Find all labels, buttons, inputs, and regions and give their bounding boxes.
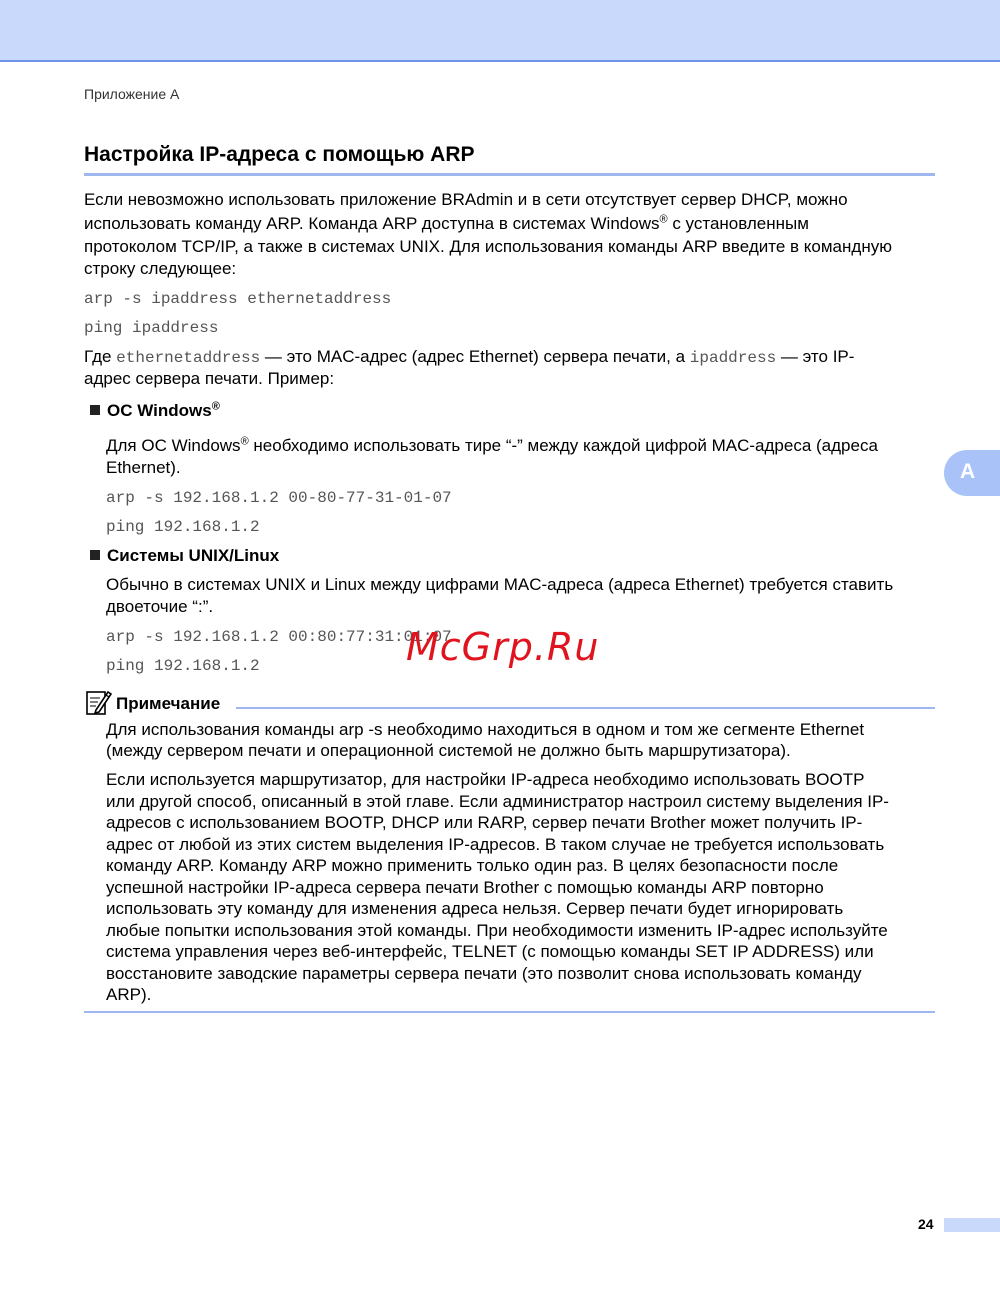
appendix-side-tab: A bbox=[944, 450, 1000, 496]
note-p2-line: восстановите заводские параметры сервера печати (это позволит снова использовать команду bbox=[106, 963, 862, 983]
note-p1-line-2: (между сервером печати и операционной системой не должно быть маршрутизатора). bbox=[106, 741, 791, 760]
note-p2-line: использовать эту команду для изменения адреса нельзя. Сервер печати будет игнорировать bbox=[106, 899, 844, 918]
note-label: Примечание bbox=[116, 694, 221, 713]
note-p2-line: адрес от любой из этих систем выделения IP-адресов. В таком случае не требуется использовать bbox=[106, 834, 885, 854]
unix-heading: Системы UNIX/Linux bbox=[90, 545, 279, 567]
intro-line-3: протоколом TCP/IP, а также в системах UNIX. Для использования команды ARP введите в командную bbox=[84, 237, 892, 256]
code-arp-windows: arp -s 192.168.1.2 00-80-77-31-01-07 bbox=[106, 489, 452, 507]
code-ping-windows: ping 192.168.1.2 bbox=[106, 518, 260, 536]
intro-line-4: строку следующее: bbox=[84, 259, 237, 278]
section-title: Настройка IP-адреса с помощью ARP bbox=[84, 143, 475, 166]
where-line-1: Где ethernetaddress — это MAC-адрес (адрес Ethernet) сервера печати, а ipaddress — это IP- bbox=[84, 347, 855, 367]
bullet-square-icon bbox=[90, 405, 100, 415]
note-p2-line: адресов с использованием BOOTP, DHCP или RARP, сервер печати Brother может получить IP- bbox=[106, 813, 863, 832]
bullet-square-icon bbox=[90, 550, 100, 560]
code-ping-generic: ping ipaddress bbox=[84, 319, 219, 337]
unix-desc-line-1: Обычно в системах UNIX и Linux между цифрами MAC-адреса (адреса Ethernet) требуется ставить bbox=[106, 575, 894, 594]
note-p2-line: система управления через веб-интерфейс, TELNET (с помощью команды SET IP ADDRESS) или bbox=[106, 942, 874, 961]
windows-desc-line-2: Ethernet). bbox=[106, 458, 181, 477]
code-arp-unix: arp -s 192.168.1.2 00:80:77:31:01:07 bbox=[106, 628, 452, 646]
windows-heading: ОС Windows® bbox=[90, 400, 220, 422]
note-bottom-divider bbox=[84, 1011, 935, 1013]
note-p2-line: любые попытки использования этой команды. При необходимости изменить IP-адрес используйте bbox=[106, 920, 888, 940]
registered-mark: ® bbox=[659, 213, 668, 226]
code-ping-unix: ping 192.168.1.2 bbox=[106, 657, 260, 675]
unix-desc-line-2: двоеточие “:”. bbox=[106, 597, 214, 616]
note-divider bbox=[236, 707, 935, 709]
note-p2-line: успешной настройки IP-адреса сервера печати Brother с помощью команды ARP повторно bbox=[106, 877, 824, 897]
code-arp-generic: arp -s ipaddress ethernetaddress bbox=[84, 290, 392, 308]
note-pencil-icon bbox=[84, 688, 112, 716]
note-p2-line: или другой способ, описанный в этой главе. Если администратор настроил систему выделения IP- bbox=[106, 791, 889, 811]
note-p2-line: ARP). bbox=[106, 985, 152, 1004]
page-number: 24 bbox=[918, 1216, 934, 1232]
breadcrumb: Приложение А bbox=[84, 86, 180, 102]
where-line-2: адрес сервера печати. Пример: bbox=[84, 369, 335, 388]
watermark: McGrp.Ru bbox=[406, 625, 600, 669]
note-p2-line: Если используется маршрутизатор, для настройки IP-адреса необходимо использовать BOOTP bbox=[106, 770, 865, 789]
intro-line-1: Если невозможно использовать приложение BRAdmin и в сети отсутствует сервер DHCP, можно bbox=[84, 190, 848, 209]
header-band bbox=[0, 0, 1000, 62]
windows-desc-line-1: Для ОС Windows® необходимо использовать тире “-” между каждой цифрой MAC-адреса (адреса bbox=[106, 435, 878, 455]
title-divider bbox=[84, 173, 935, 176]
note-p1-line-1: Для использования команды arp -s необходимо находиться в одном и том же сегменте Ethernet bbox=[106, 720, 865, 739]
intro-line-2: использовать команду ARP. Команда ARP доступна в системах Windows® с установленным bbox=[84, 213, 809, 233]
page-number-tab bbox=[944, 1218, 1000, 1232]
note-p2-line: команду ARP. Команду ARP можно применить только один раз. В целях безопасности после bbox=[106, 856, 839, 875]
